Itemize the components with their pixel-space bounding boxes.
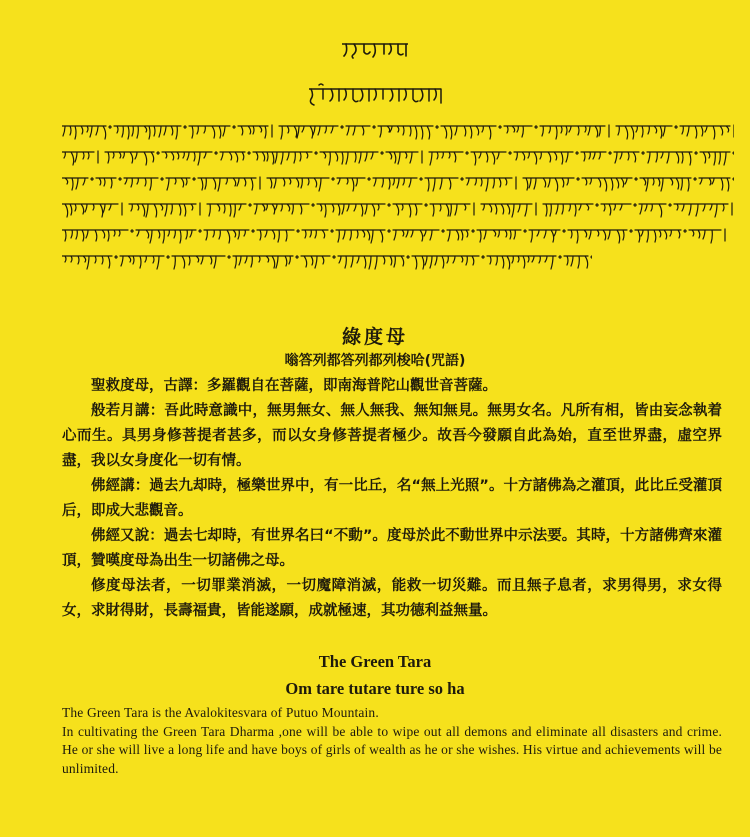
chinese-paragraph: 聖救度母，古譯：多羅觀自在菩薩，即南海普陀山觀世音菩薩。 <box>91 378 497 394</box>
chinese-body <box>62 374 722 624</box>
tibetan-script-strokes <box>62 125 734 139</box>
tibetan-script-line <box>62 200 734 218</box>
tibetan-script-line <box>62 226 734 244</box>
chinese-paragraph: 修度母法者，一切罪業消滅，一切魔障消滅，能救一切災難。而且無子息者，求男得男，求女得女，求財得財，長壽福貴，皆能遂願，成就極速，其功德利益無量。 <box>62 578 722 619</box>
tibetan-script-line <box>62 174 734 192</box>
tibetan-paragraph <box>62 122 734 278</box>
english-paragraph: The Green Tara is the Avalokitesvara of Putuo Mountain. <box>62 705 379 720</box>
english-title: The Green Tara <box>318 652 432 671</box>
tibetan-title-graphic <box>340 40 410 60</box>
tibetan-script-strokes <box>62 229 725 243</box>
tibetan-script-line <box>62 252 734 270</box>
tibetan-script-strokes <box>62 203 732 217</box>
chinese-paragraph: 佛經講：過去九却時，極樂世界中，有一比丘，名“無上光照”。十方諸佛為之灌頂，此比丘受灌頂后，即成大悲觀音。 <box>62 478 722 519</box>
english-paragraph: In cultivating the Green Tara Dharma ,one will be able to wipe out all demons and eliminate all disasters and crime. He or she will live a long life and have boys of girls of wealth as he or she wishes. His virtue and achievements will be unlimited. <box>62 723 722 776</box>
chinese-subtitle: 嗡答列都答列都列梭哈(咒語) <box>284 353 466 369</box>
tibetan-script-strokes <box>62 256 592 269</box>
english-subtitle: Om tare tutare ture so ha <box>285 679 465 698</box>
tibetan-script-line <box>62 122 734 140</box>
tibetan-script-strokes <box>62 177 734 191</box>
chinese-paragraph: 佛經又說：過去七却時，有世界名曰“不動”。度母於此不動世界中示法要。其時，十方諸佛齊來灌頂，贊嘆度母為出生一切諸佛之母。 <box>62 528 722 569</box>
tibetan-script-strokes <box>62 151 734 165</box>
chinese-paragraph: 般若月講：吾此時意識中，無男無女、無人無我、無知無見。無男女名。凡所有相，皆由妄念執着心而生。具男身修菩提者甚多，而以女身修菩提者極少。故吾今發願自此為始，直至世界盡，虛空界盡，我以女身度化一切有情。 <box>62 403 722 469</box>
tibetan-script-line <box>62 148 734 166</box>
chinese-title: 綠度母 <box>341 326 408 348</box>
english-body <box>62 704 722 778</box>
tibetan-mantra-graphic <box>305 83 445 107</box>
